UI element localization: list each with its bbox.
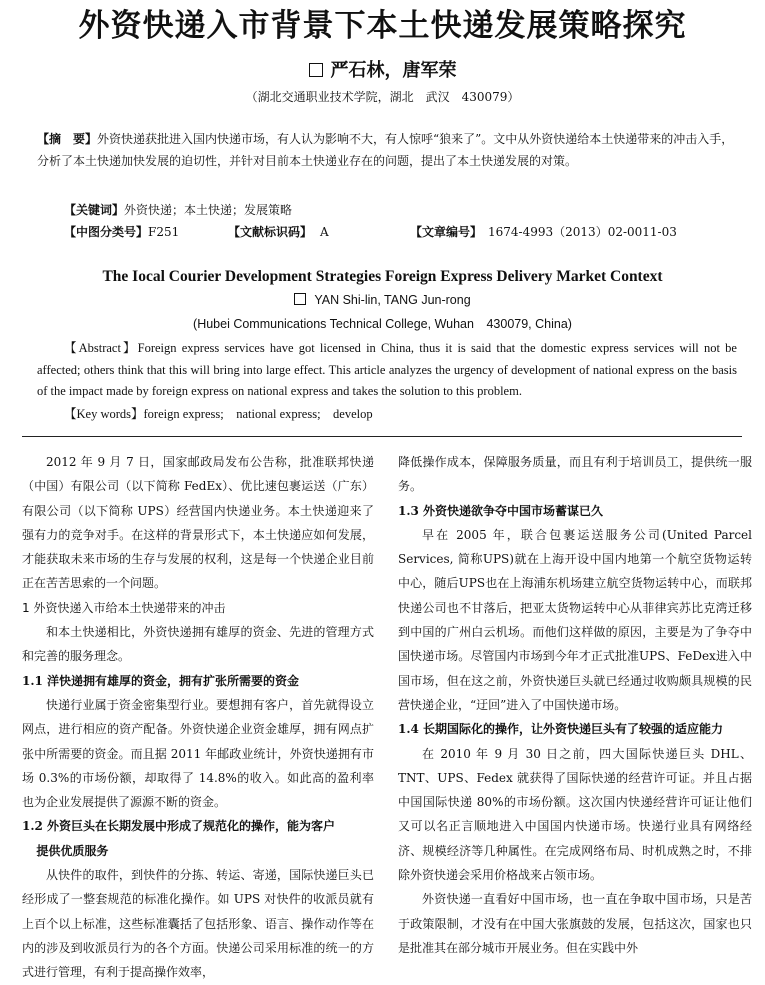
subsection-heading-line1: 1.2 外资巨头在长期发展中形成了规范化的操作，能为客户	[22, 819, 336, 834]
doc-code-value: A	[320, 225, 329, 239]
paragraph: 2012 年 9 月 7 日，国家邮政局发布公告称，批准联邦快递（中国）有限公司（以下简称 FedEx）、优比速包裹运送（广东）有限公司（以下简称 UPS）经营国内快递业务。本土快递迎来了强有力的竞争对手。在这样的背景形式下，本土快递应如何发展，才能获取未来市场的生存与发展的权利，这是每一个快递企业目前正在苦苦思索的一个问题。	[22, 455, 374, 591]
section-heading: 1 外资快递入市给本土快递带来的冲击	[22, 600, 226, 615]
english-abstract-label: 【Abstract】	[64, 341, 138, 355]
english-keywords-text: foreign express; national express; develop	[143, 407, 373, 421]
doc-code-label: 【文献标识码】	[228, 225, 313, 239]
square-box-icon	[309, 63, 323, 77]
subsection-heading: 1.1 洋快递拥有雄厚的资金，拥有扩张所需要的资金	[22, 673, 300, 688]
paragraph: 降低操作成本，保障服务质量，而且有利于培训员工，提供统一服务。	[398, 455, 752, 494]
section-divider	[22, 436, 742, 437]
article-number-label: 【文章编号】	[410, 225, 483, 239]
subsection-heading: 1.3 外资快递欲争夺中国市场蓄谋已久	[398, 503, 604, 518]
english-author-line	[0, 290, 765, 310]
english-keywords	[64, 404, 744, 424]
paragraph: 快递行业属于资金密集型行业。要想拥有客户，首先就得设立网点，进行相应的资产配备。外资快递企业资金雄厚，拥有网点扩张中所需要的资金。而且据 2011 年邮政业统计，外资快递拥有市场 0.3%的市场份额，却取得了 14.8%的收入。如此高的盈利率也为企业发展提供了源源不断的资金。	[22, 697, 374, 810]
abstract-label: 【摘 要】	[37, 132, 98, 146]
clc-value: F251	[148, 225, 180, 239]
author-line	[0, 58, 765, 84]
paragraph: 在 2010 年 9 月 30 日之前，四大国际快递巨头 DHL、TNT、UPS、Fedex 就获得了国际快递的经营许可证。并且占据中国国际快递 80%的市场份额。这次国内快递经营许可证让他们又可以名正言顺地进入中国国内快递市场。快递行业具有网络经济、规模经济等几种属性。在完成网络布局、时机成熟之时，不排除外资快递会采用价格战来占领市场。	[398, 746, 752, 883]
paper-title: 外资快递入市背景下本土快递发展策略探究	[78, 8, 687, 44]
english-abstract-text: Foreign express services have got licensed in China, thus it is said that the domestic express services will not be affected; others think that this will bring into large effect. This article analyzes the urgency of development of national express on the basis of the impact made by foreign express on national express and takes the solution to this problem.	[37, 341, 737, 398]
affiliation: （湖北交通职业技术学院，湖北 武汉 430079）	[245, 90, 520, 104]
paragraph: 早在 2005 年，联合包裹运送服务公司(United Parcel Services, 简称UPS)就在上海开设中国内地第一个航空货物运转中心，随后UPS也在上海浦东机场建立航空货物运转中心，而联邦快递公司也不甘落后，把亚太货物运转中心从菲律宾苏比克湾迁移到中国的广州白云机场。而他们这样做的原因，主要是为了争夺中国快递市场。尽管国内市场到今年才正式批准UPS、FeDex进入中国市场，但在这之前，外资快递巨头就已经通过收购颇具规模的民营快递企业，“迂回”进入了中国快递市场。	[398, 527, 752, 712]
square-box-icon	[294, 293, 306, 305]
subsection-heading: 1.4 长期国际化的操作，让外资快递巨头有了较强的适应能力	[398, 722, 724, 737]
paragraph: 和本土快递相比，外资快递拥有雄厚的资金、先进的管理方式和完善的服务理念。	[22, 625, 374, 664]
authors: 严石林，唐军荣	[330, 60, 457, 81]
right-column	[398, 450, 752, 960]
clc-label: 【中图分类号】	[64, 225, 149, 239]
subsection-heading-line2: 提供优质服务	[36, 843, 109, 858]
keywords-text: 外资快递；本土快递；发展策略	[124, 203, 293, 217]
english-keywords-label: 【Key words】	[64, 407, 144, 421]
abstract-text: 外资快递获批进入国内快递市场，有人认为影响不大，有人惊呼“狼来了”。文中从外资快递给本土快递带来的冲击入手，分析了本土快递加快发展的迫切性，并针对目前本土快递业存在的问题，提出了本土快递发展的对策。	[37, 132, 734, 168]
paragraph: 外资快递一直看好中国市场，也一直在争取中国市场，只是苦于政策限制，才没有在中国大张旗鼓的发展，包括这次，国家也只是批准其在部分城市开展业务。但在实践中外	[398, 892, 752, 955]
article-number-value: 1674-4993（2013）02-0011-03	[488, 225, 677, 239]
english-title: The Iocal Courier Development Strategies Foreign Express Delivery Market Context	[102, 268, 663, 285]
paragraph: 从快件的取件，到快件的分拣、转运、寄递，国际快递巨头已经形成了一整套规范的标准化操作。如 UPS 对快件的收派员就有上百个以上标准，这些标准囊括了包括形象、语言、操作动作等在内的涉及到收派员行为的各个方面。快递公司采用标准的统一的方式进行管理，有利于提高操作效率，	[22, 868, 374, 980]
english-affiliation: (Hubei Communications Technical College, Wuhan 430079, China)	[193, 317, 572, 331]
left-column	[22, 450, 374, 985]
keywords-label: 【关键词】	[64, 203, 125, 217]
english-abstract	[37, 338, 737, 403]
english-authors: YAN Shi-lin, TANG Jun-rong	[314, 293, 471, 307]
abstract	[37, 128, 737, 172]
subsection-heading	[22, 814, 374, 863]
